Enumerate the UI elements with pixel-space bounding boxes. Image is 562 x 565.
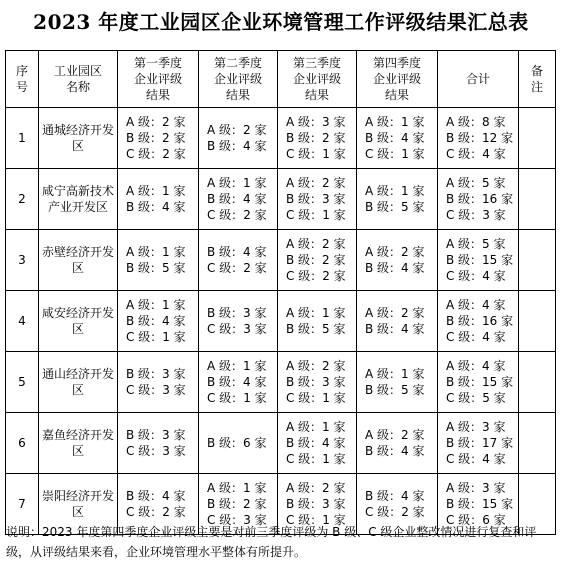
cell-seq: 1: [6, 108, 39, 169]
cell-q2-result: A 级：1 家 B 级：4 家 C 级：2 家: [199, 169, 278, 230]
table-row: [6, 169, 556, 230]
cell-q3-result: A 级：1 家 B 级：5 家: [278, 291, 357, 352]
cell-remark: [519, 291, 556, 352]
table-row: [6, 352, 556, 413]
footnote: 说明：2023 年度第四季度企业评级主要是对前三季度评级为 B 级、C 级企业整改情况进行复查和评级，从评级结果来看，企业环境管理水平整体有所提升。: [6, 525, 537, 559]
cell-q4-result: A 级：2 家 B 级：4 家: [357, 291, 438, 352]
cell-q4-result: A 级：2 家 B 级：4 家: [357, 230, 438, 291]
cell-seq: 7: [6, 474, 39, 535]
cell-seq: 2: [6, 169, 39, 230]
header-q2: 第二季度企业评级结果: [199, 51, 278, 108]
cell-q1-result: A 级：1 家 B 级：5 家: [118, 230, 199, 291]
cell-remark: [519, 169, 556, 230]
cell-q4-result: A 级：1 家 B 级：5 家: [357, 352, 438, 413]
cell-total: A 级：4 家 B 级：15 家 C 级：5 家: [438, 352, 519, 413]
cell-q2-result: B 级：3 家 C 级：3 家: [199, 291, 278, 352]
cell-remark: [519, 230, 556, 291]
summary-table: [5, 50, 556, 535]
cell-park-name: 赤壁经济开发区: [39, 230, 118, 291]
cell-q1-result: A 级：1 家 B 级：4 家: [118, 169, 199, 230]
cell-q2-result: B 级：6 家: [199, 413, 278, 474]
cell-remark: [519, 108, 556, 169]
cell-q3-result: A 级：2 家 B 级：2 家 C 级：2 家: [278, 230, 357, 291]
cell-q3-result: A 级：2 家 B 级：3 家 C 级：1 家: [278, 474, 357, 535]
cell-q1-result: B 级：3 家 C 级：3 家: [118, 413, 199, 474]
cell-park-name: 通山经济开发区: [39, 352, 118, 413]
cell-total: A 级：8 家 B 级：12 家 C 级：4 家: [438, 108, 519, 169]
table-header-row: [6, 51, 556, 108]
header-q4: 第四季度企业评级结果: [357, 51, 438, 108]
header-park: 工业园区名称: [39, 51, 118, 108]
header-remark: 备注: [519, 51, 556, 108]
cell-q3-result: A 级：2 家 B 级：3 家 C 级：1 家: [278, 169, 357, 230]
cell-seq: 4: [6, 291, 39, 352]
cell-remark: [519, 413, 556, 474]
cell-q4-result: B 级：4 家 C 级：2 家: [357, 474, 438, 535]
cell-remark: [519, 352, 556, 413]
cell-total: A 级：3 家 B 级：15 家 C 级：6 家: [438, 474, 519, 535]
table-row: [6, 230, 556, 291]
cell-seq: 3: [6, 230, 39, 291]
cell-park-name: 咸宁高新技术产业开发区: [39, 169, 118, 230]
table-row: [6, 108, 556, 169]
cell-park-name: 咸安经济开发区: [39, 291, 118, 352]
cell-q2-result: A 级：1 家 B 级：2 家 C 级：3 家: [199, 474, 278, 535]
header-seq: 序号: [6, 51, 39, 108]
page-title: 2023 年度工业园区企业环境管理工作评级结果汇总表: [33, 10, 529, 34]
cell-q4-result: A 级：2 家 B 级：4 家: [357, 413, 438, 474]
cell-q3-result: A 级：3 家 B 级：2 家 C 级：1 家: [278, 108, 357, 169]
cell-total: A 级：5 家 B 级：16 家 C 级：3 家: [438, 169, 519, 230]
cell-q1-result: B 级：3 家 C 级：3 家: [118, 352, 199, 413]
cell-q2-result: A 级：2 家 B 级：4 家: [199, 108, 278, 169]
cell-q3-result: A 级：1 家 B 级：4 家 C 级：1 家: [278, 413, 357, 474]
table-row: [6, 291, 556, 352]
cell-total: A 级：3 家 B 级：17 家 C 级：4 家: [438, 413, 519, 474]
cell-q2-result: A 级：1 家 B 级：4 家 C 级：1 家: [199, 352, 278, 413]
table-row: [6, 413, 556, 474]
header-q3: 第三季度企业评级结果: [278, 51, 357, 108]
cell-q1-result: B 级：4 家 C 级：2 家: [118, 474, 199, 535]
cell-total: A 级：5 家 B 级：15 家 C 级：4 家: [438, 230, 519, 291]
header-total: 合计: [438, 51, 519, 108]
header-q1: 第一季度企业评级结果: [118, 51, 199, 108]
cell-park-name: 崇阳经济开发区: [39, 474, 118, 535]
cell-q3-result: A 级：2 家 B 级：3 家 C 级：1 家: [278, 352, 357, 413]
cell-seq: 5: [6, 352, 39, 413]
cell-q4-result: A 级：1 家 B 级：4 家 C 级：1 家: [357, 108, 438, 169]
cell-q2-result: B 级：4 家 C 级：2 家: [199, 230, 278, 291]
cell-q1-result: A 级：1 家 B 级：4 家 C 级：1 家: [118, 291, 199, 352]
cell-park-name: 通城经济开发区: [39, 108, 118, 169]
cell-q4-result: A 级：1 家 B 级：5 家: [357, 169, 438, 230]
cell-q1-result: A 级：2 家 B 级：2 家 C 级：2 家: [118, 108, 199, 169]
cell-total: A 级：4 家 B 级：16 家 C 级：4 家: [438, 291, 519, 352]
cell-park-name: 嘉鱼经济开发区: [39, 413, 118, 474]
cell-seq: 6: [6, 413, 39, 474]
